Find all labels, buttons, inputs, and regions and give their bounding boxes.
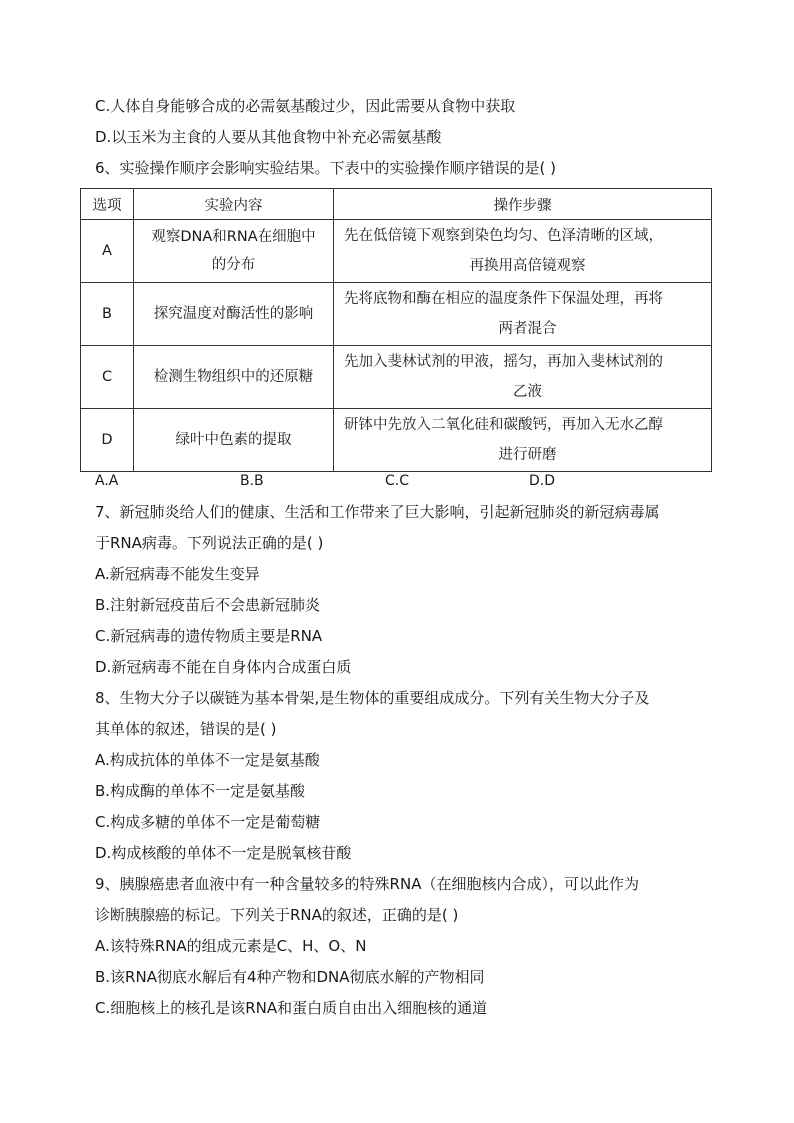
table-row [81,346,712,409]
table-row [81,220,712,283]
row-step-line-1: 研钵中先放入二氧化硅和碳酸钙，再加入无水乙醇 [344,417,663,433]
row-content-line-1: 探究温度对酶活性的影响 [153,306,314,322]
header-option: 选项 [81,189,134,220]
header-steps: 操作步骤 [334,189,712,220]
header-content: 实验内容 [134,189,334,220]
row-content [134,346,334,409]
row-content [134,409,334,472]
q9-stem-line-2: 诊断胰腺癌的标记。下列关于RNA的叙述，正确的是( ) [95,906,459,924]
row-content [134,283,334,346]
q9-option-a: A.该特殊RNA的组成元素是C、H、O、N [95,937,367,955]
table-header-row [81,189,712,220]
row-content-line-1: 绿叶中色素的提取 [175,432,292,448]
q7-option-c: C.新冠病毒的遗传物质主要是RNA [95,627,323,645]
q6-choice-d: D.D [529,473,556,489]
row-content-line-1: 观察DNA和RNA在细胞中 [151,229,316,245]
q8-stem-line-1: 8、生物大分子以碳链为基本骨架,是生物体的重要组成成分。下列有关生物大分子及 [95,689,650,707]
q7-option-a: A.新冠病毒不能发生变异 [95,565,260,583]
table-row [81,283,712,346]
row-steps [334,283,712,346]
row-step-line-2: 两者混合 [498,321,557,337]
q7-option-d: D.新冠病毒不能在自身体内合成蛋白质 [95,658,352,676]
row-content-line-1: 检测生物组织中的还原糖 [153,369,314,385]
row-step-line-2: 进行研磨 [498,447,557,463]
q6-choices [95,473,595,493]
row-steps [334,346,712,409]
row-option: A [81,220,134,283]
row-content-line-2: 的分布 [211,257,256,273]
row-option: D [81,409,134,472]
q6-choice-a: A.A [95,473,119,489]
q8-option-c: C.构成多糖的单体不一定是葡萄糖 [95,813,321,831]
q9-option-c: C.细胞核上的核孔是该RNA和蛋白质自由出入细胞核的通道 [95,999,488,1017]
q7-stem-line-1: 7、新冠肺炎给人们的健康、生活和工作带来了巨大影响，引起新冠肺炎的新冠病毒属 [95,503,660,521]
row-step-line-1: 先将底物和酶在相应的温度条件下保温处理，再将 [344,291,663,307]
row-option: B [81,283,134,346]
q6-choice-b: B.B [240,473,264,489]
q8-option-d: D.构成核酸的单体不一定是脱氧核苷酸 [95,844,352,862]
experiment-table [80,188,712,472]
row-step-line-1: 先加入斐林试剂的甲液，摇匀，再加入斐林试剂的 [344,354,663,370]
row-content [134,220,334,283]
q8-option-b: B.构成酶的单体不一定是氨基酸 [95,782,306,800]
q8-option-a: A.构成抗体的单体不一定是氨基酸 [95,751,320,769]
q9-stem-line-1: 9、胰腺癌患者血液中有一种含量较多的特殊RNA（在细胞核内合成），可以此作为 [95,875,639,893]
row-steps [334,220,712,283]
row-step-line-2: 乙液 [513,384,542,400]
q6-choice-c: C.C [385,473,410,489]
row-steps [334,409,712,472]
q5-option-c: C.人体自身能够合成的必需氨基酸过少，因此需要从食物中获取 [95,97,516,115]
row-step-line-2: 再换用高倍镜观察 [469,258,586,274]
q5-option-d: D.以玉米为主食的人要从其他食物中补充必需氨基酸 [95,128,442,146]
table-row [81,409,712,472]
q9-option-b: B.该RNA彻底水解后有4种产物和DNA彻底水解的产物相同 [95,968,485,986]
row-step-line-1: 先在低倍镜下观察到染色均匀、色泽清晰的区域， [344,228,663,244]
row-option: C [81,346,134,409]
q7-option-b: B.注射新冠疫苗后不会患新冠肺炎 [95,596,321,614]
q7-stem-line-2: 于RNA病毒。下列说法正确的是( ) [95,534,324,552]
q8-stem-line-2: 其单体的叙述，错误的是( ) [95,720,277,738]
q6-stem: 6、实验操作顺序会影响实验结果。下表中的实验操作顺序错误的是( ) [95,159,557,177]
